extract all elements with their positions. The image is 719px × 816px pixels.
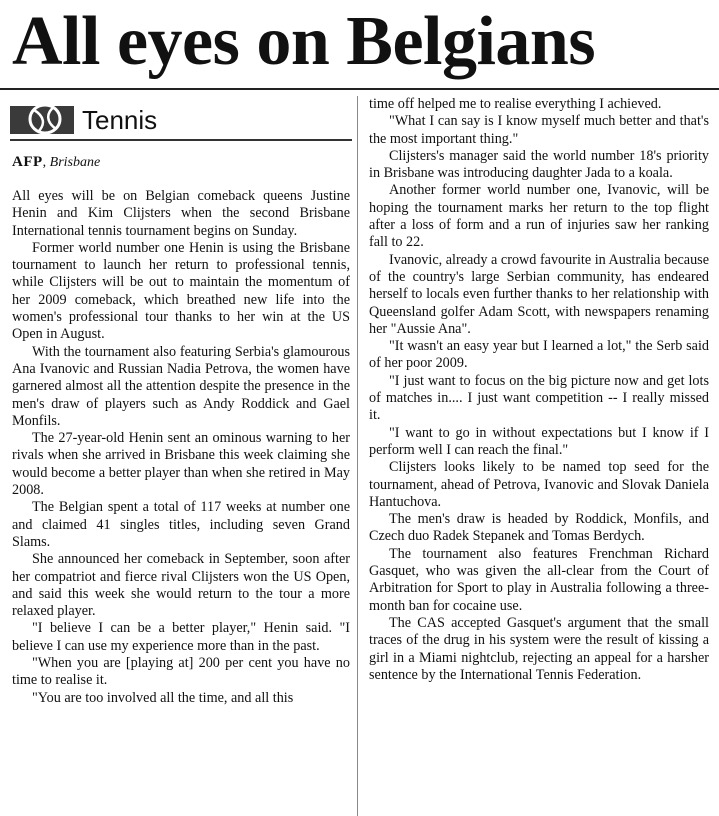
paragraph: The CAS accepted Gasquet's argument that the small traces of the drug in his system were the result of kissing a girl in a Miami nightclub, rejecting an appeal for a harsher sentence by the International Tennis Federation.	[369, 614, 709, 683]
paragraph-continuation: time off helped me to realise everything I achieved.	[369, 96, 662, 112]
headline-rule	[0, 88, 719, 90]
byline	[12, 152, 342, 173]
paragraph: All eyes will be on Belgian comeback queens Justine Henin and Kim Clijsters when the second Brisbane International tennis tournament begins on Sunday.	[12, 188, 350, 239]
paragraph: She announced her comeback in September, soon after her compatriot and fierce rival Clijsters won the US Open, and said this week she would return to the tour a more relaxed player.	[12, 551, 350, 620]
byline-place: Brisbane	[49, 155, 101, 170]
paragraph: "I just want to focus on the big picture now and get lots of matches in.... I just want competition -- I really missed it.	[369, 372, 709, 424]
paragraph: "When you are [playing at] 200 per cent you have no time to realise it.	[12, 655, 350, 689]
section-rule	[10, 139, 352, 141]
paragraph: With the tournament also featuring Serbia's glamourous Ana Ivanovic and Russian Nadia Petrova, the women have garnered almost all the attention despite the presence in the men's draw of players such as Andy Roddick and Gael Monfils.	[12, 343, 350, 429]
byline-agency: AFP	[12, 154, 43, 170]
article-column-2	[369, 96, 709, 684]
column-divider	[357, 96, 358, 816]
paragraph: "You are too involved all the time, and all this	[32, 689, 294, 706]
paragraph: The tournament also features Frenchman Richard Gasquet, who was given the all-clear from the Court of Arbitration for Sport to play in Australia following a three-month ban for cocaine use.	[369, 545, 709, 614]
paragraph: The 27-year-old Henin sent an ominous warning to her rivals when she arrived in Brisbane this week claiming she would become a better player than when she retired in May 2008.	[12, 430, 350, 499]
section-title: Tennis	[82, 105, 158, 135]
paragraph: "It wasn't an easy year but I learned a lot," the Serb said of her poor 2009.	[369, 338, 709, 372]
paragraph: The Belgian spent a total of 117 weeks at number one and claimed 41 singles titles, including seven Grand Slams.	[12, 499, 350, 550]
tennis-ball-icon	[20, 102, 70, 136]
paragraph: "What I can say is I know myself much better and that's the most important thing."	[369, 113, 709, 147]
paragraph: Clijsters looks likely to be named top seed for the tournament, ahead of Petrova, Ivanovic and Slovak Daniela Hantuchova.	[369, 459, 709, 510]
paragraph: "I want to go in without expectations but I know if I perform well I can reach the final."	[369, 424, 709, 458]
paragraph: The men's draw is headed by Roddick, Monfils, and Czech duo Radek Stepanek and Tomas Berdych.	[369, 511, 709, 545]
paragraph: Ivanovic, already a crowd favourite in Australia because of the country's large Serbian community, has endeared herself to locals even further thanks to her relationship with Queensland golfer Adam Scott, with newspapers renaming her "Aussie Ana".	[369, 251, 709, 337]
paragraph: "I believe I can be a better player," Henin said. "I believe I can use my experience more than in the past.	[12, 620, 350, 654]
paragraph: Clijsters's manager said the world number 18's priority in Brisbane was introducing daughter Jada to a koala.	[369, 147, 709, 182]
article-column-1	[12, 188, 350, 707]
section-label	[10, 102, 350, 138]
byline-separator: ,	[42, 155, 47, 170]
paragraph: Another former world number one, Ivanovic, will be hoping the tournament marks her return to the top flight after a loss of form and a run of injuries saw her ranking fall to 22.	[369, 182, 709, 251]
paragraph: Former world number one Henin is using the Brisbane tournament to launch her return to professional tennis, while Clijsters will be out to maintain the momentum of her 2009 comeback, which breathed new life into the women's professional tour thanks to her win at the US Open in August.	[12, 239, 350, 343]
headline: All eyes on Belgians	[12, 3, 596, 80]
